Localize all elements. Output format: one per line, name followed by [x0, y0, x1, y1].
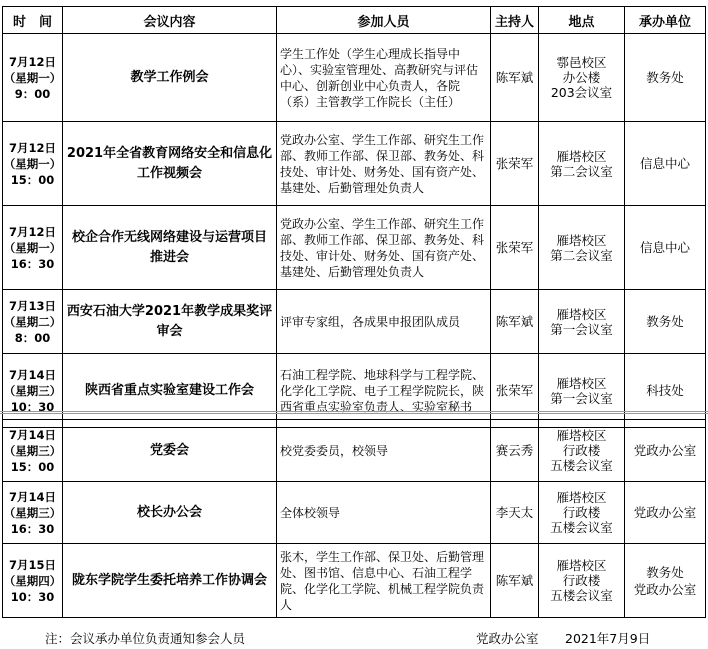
organizer-line: 信息中心: [639, 240, 690, 255]
location-line: 203会议室: [550, 85, 613, 100]
location-line: 第一会议室: [550, 390, 613, 406]
location-line: 办公楼: [562, 70, 601, 85]
meeting-host: 张荣军: [491, 122, 539, 206]
meeting-title: 校企合作无线网络建设与运营项目推进会: [63, 206, 277, 290]
location-line: 五楼会议室: [550, 588, 613, 603]
organizer-line: 教务处: [646, 314, 684, 329]
meeting-title: 2021年全省教育网络安全和信息化工作视频会: [63, 122, 277, 206]
meeting-time: 10：30: [10, 399, 55, 414]
location-line: 第一会议室: [550, 321, 613, 337]
meeting-weekday: （星期三）: [3, 443, 62, 458]
meeting-attendees: 评审专家组，各成果申报团队成员: [277, 290, 491, 354]
location-line: 雁塔校区: [556, 148, 607, 164]
location-line: 行政楼: [562, 573, 601, 588]
organizer-line: 党政办公室: [633, 581, 697, 597]
meeting-time: 15：00: [10, 459, 55, 474]
meeting-weekday: （星期三）: [3, 383, 62, 398]
meeting-organizer: [625, 206, 706, 290]
meeting-location: [539, 206, 625, 290]
meeting-time-cell: [3, 122, 63, 206]
table-row: [3, 482, 706, 544]
organizer-line: 党政办公室: [633, 505, 697, 520]
table-row: [3, 122, 706, 206]
table-separator: [0, 410, 708, 416]
header-attendees: 参加人员: [277, 7, 491, 34]
table-row: [3, 354, 706, 428]
meeting-date: 7月12日: [8, 54, 56, 69]
meeting-weekday: （星期一）: [3, 156, 62, 171]
meeting-time: 15：00: [10, 172, 55, 187]
table-row: [3, 206, 706, 290]
organizer-line: 党政办公室: [633, 443, 697, 458]
meeting-schedule-table-top: [2, 6, 706, 428]
header-organizer: 承办单位: [625, 7, 706, 34]
footer-note: 注：会议承办单位负责通知参会人员: [45, 631, 246, 646]
header-time: 时 间: [3, 7, 63, 34]
table-header-row: [3, 7, 706, 34]
meeting-organizer: [625, 420, 706, 482]
location-line: 雁塔校区: [556, 428, 607, 443]
meeting-location: [539, 122, 625, 206]
meeting-time: 10：30: [10, 589, 55, 604]
location-line: 行政楼: [562, 505, 601, 520]
location-line: 雁塔校区: [556, 232, 607, 248]
location-line: 五楼会议室: [550, 520, 613, 535]
meeting-host: 陈军斌: [491, 34, 539, 122]
meeting-organizer: [625, 544, 706, 618]
meeting-location: [539, 290, 625, 354]
location-line: 第二会议室: [550, 247, 613, 263]
organizer-line: 教务处: [646, 70, 684, 85]
meeting-weekday: （星期三）: [3, 505, 62, 520]
header-host: 主持人: [491, 7, 539, 34]
meeting-organizer: [625, 122, 706, 206]
meeting-title: 陕西省重点实验室建设工作会: [63, 354, 277, 428]
organizer-line: 教务处: [646, 564, 684, 580]
meeting-host: 李天太: [491, 482, 539, 544]
footer-date: 2021年7月9日: [565, 631, 651, 646]
meeting-weekday: （星期一）: [3, 70, 62, 85]
meeting-schedule-table-bottom: [2, 419, 706, 618]
meeting-host: 张荣军: [491, 206, 539, 290]
meeting-date: 7月12日: [8, 224, 56, 239]
meeting-attendees: 学生工作处（学生心理成长指导中心）、实验室管理处、高教研究与评估中心、创新创业中心负责人，各院（系）主管教学工作院长（主任）: [277, 34, 491, 122]
meeting-time-cell: [3, 290, 63, 354]
meeting-attendees: 张木，学生工作部、保卫处、后勤管理处、图书馆、信息中心、石油工程学院、化学化工学院、机械工程学院负责人: [277, 544, 491, 618]
meeting-attendees: 党政办公室、学生工作部、研究生工作部、教师工作部、保卫部、教务处、科技处、审计处、财务处、国有资产处、基建处、后勤管理处负责人: [277, 122, 491, 206]
location-line: 行政楼: [562, 443, 601, 458]
meeting-date: 7月15日: [8, 557, 56, 572]
meeting-organizer: [625, 354, 706, 428]
meeting-weekday: （星期二）: [3, 314, 62, 329]
location-line: 雁塔校区: [556, 306, 607, 322]
meeting-attendees: 党政办公室、学生工作部、研究生工作部、教师工作部、保卫部、教务处、科技处、审计处、财务处、国有资产处、基建处、后勤管理处负责人: [277, 206, 491, 290]
location-line: 雁塔校区: [556, 558, 607, 573]
meeting-date: 7月13日: [8, 298, 56, 313]
meeting-title: 陇东学院学生委托培养工作协调会: [63, 544, 277, 618]
meeting-time-cell: [3, 544, 63, 618]
meeting-location: [539, 544, 625, 618]
meeting-weekday: （星期四）: [3, 573, 62, 588]
meeting-organizer: [625, 290, 706, 354]
table-row: [3, 290, 706, 354]
header-location: 地点: [539, 7, 625, 34]
location-line: 雁塔校区: [556, 375, 607, 391]
table-row: [3, 544, 706, 618]
meeting-time: 16：30: [10, 521, 55, 536]
meeting-time-cell: [3, 206, 63, 290]
location-line: 鄠邑校区: [556, 55, 607, 70]
meeting-time-cell: [3, 34, 63, 122]
meeting-host: 张荣军: [491, 354, 539, 428]
table-row: [3, 34, 706, 122]
organizer-line: 科技处: [646, 383, 684, 398]
meeting-time-cell: [3, 420, 63, 482]
meeting-organizer: [625, 34, 706, 122]
meeting-host: 陈军斌: [491, 544, 539, 618]
meeting-attendees: 石油工程学院、地球科学与工程学院、化学化工学院、电子工程学院院长，陕西省重点实验室负责人、实验室秘书: [277, 354, 491, 428]
meeting-time: 16：30: [10, 256, 55, 271]
meeting-attendees: 全体校领导: [277, 482, 491, 544]
footer-issuer: 党政办公室: [476, 631, 539, 646]
meeting-host: 陈军斌: [491, 290, 539, 354]
meeting-location: [539, 420, 625, 482]
meeting-weekday: （星期一）: [3, 240, 62, 255]
meeting-location: [539, 34, 625, 122]
table-row: [3, 420, 706, 482]
meeting-title: 党委会: [63, 420, 277, 482]
meeting-location: [539, 482, 625, 544]
meeting-date: 7月12日: [8, 140, 56, 155]
meeting-title: 西安石油大学2021年教学成果奖评审会: [63, 290, 277, 354]
meeting-organizer: [625, 482, 706, 544]
header-content: 会议内容: [63, 7, 277, 34]
meeting-attendees: 校党委委员，校领导: [277, 420, 491, 482]
location-line: 第二会议室: [550, 163, 613, 179]
meeting-title: 校长办公会: [63, 482, 277, 544]
meeting-time: 8：00: [14, 330, 51, 345]
meeting-date: 7月14日: [8, 489, 56, 504]
location-line: 五楼会议室: [550, 458, 613, 473]
meeting-date: 7月14日: [8, 367, 56, 382]
meeting-time-cell: [3, 354, 63, 428]
meeting-time: 9：00: [14, 86, 51, 101]
meeting-location: [539, 354, 625, 428]
meeting-date: 7月14日: [8, 427, 56, 442]
meeting-time-cell: [3, 482, 63, 544]
meeting-title: 教学工作例会: [63, 34, 277, 122]
meeting-host: 赛云秀: [491, 420, 539, 482]
organizer-line: 信息中心: [639, 156, 690, 171]
location-line: 雁塔校区: [556, 490, 607, 505]
